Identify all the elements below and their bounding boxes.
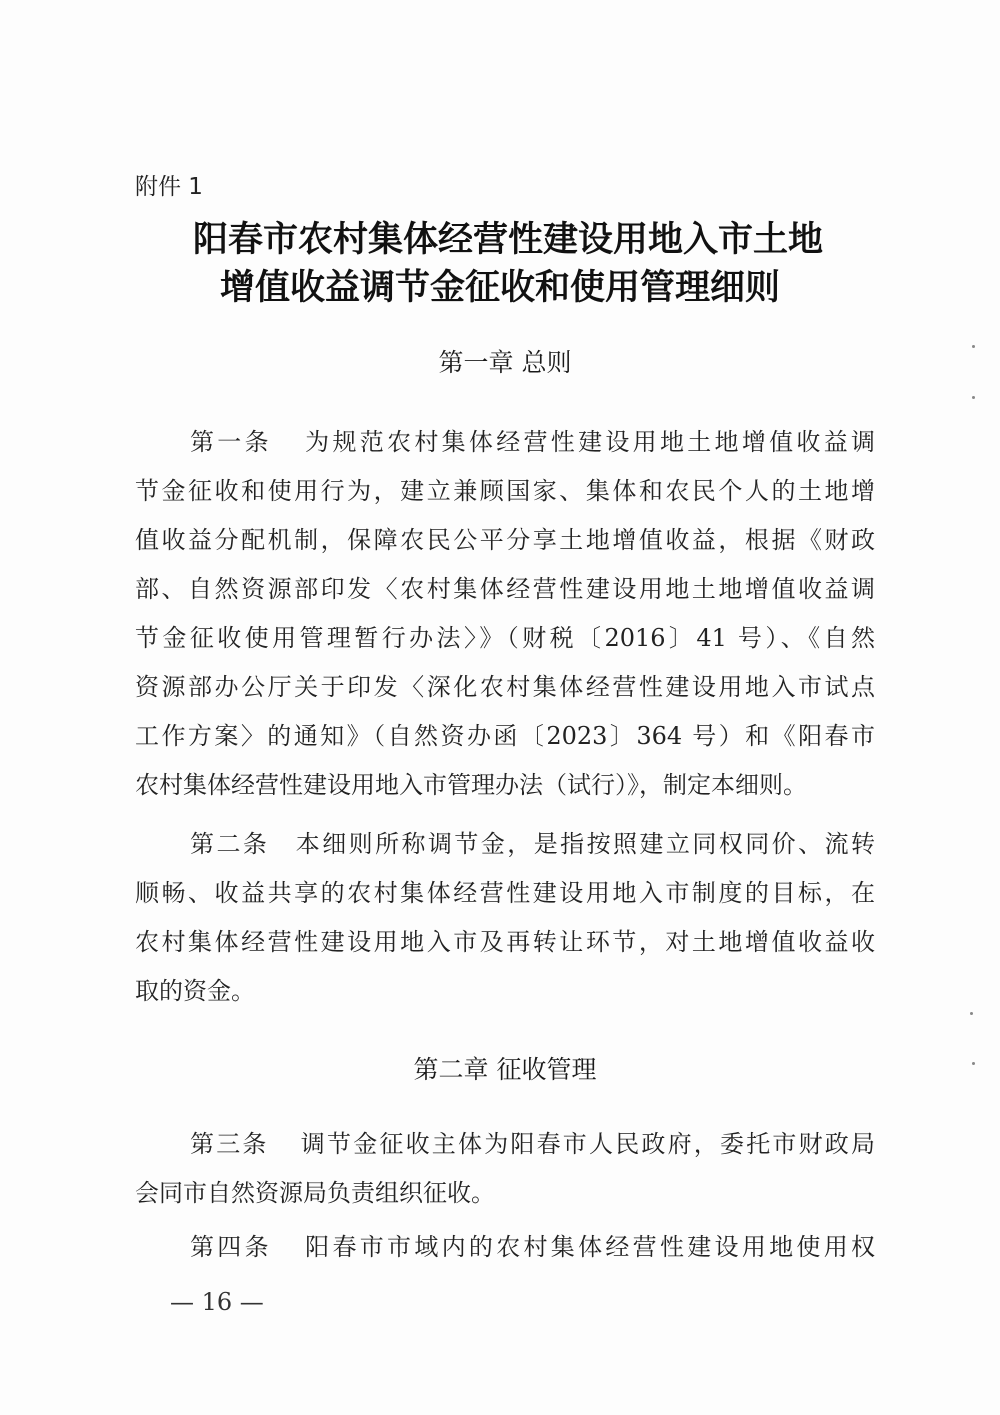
article-3-first-line (190, 1120, 875, 1168)
attachment-label: 附件 1 (135, 174, 203, 200)
document-title-line-2: 增值收益调节金征收和使用管理细则 (219, 267, 780, 308)
paragraph-line: 为规范农村集体经营性建设用地土地增值收益调 (301, 428, 875, 456)
chapter-1-heading: 第一章 总则 (438, 348, 572, 377)
paragraph-line: 工作方案〉的通知》（自然资办函〔2023〕364 号）和《阳春市 (135, 722, 875, 750)
document-title-line-1: 阳春市农村集体经营性建设用地入市土地 (192, 219, 823, 260)
article-2-label: 第二条 (190, 830, 270, 858)
scan-speck (970, 1012, 973, 1015)
paragraph-line: 本细则所称调节金，是指按照建立同权同价、流转 (293, 830, 876, 858)
paragraph-line: 阳春市市域内的农村集体经营性建设用地使用权 (301, 1233, 875, 1261)
paragraph-line: 农村集体经营性建设用地入市管理办法（试行）》，制定本细则。 (135, 771, 807, 799)
page-number: — 16 — (170, 1288, 264, 1316)
chapter-2-heading: 第二章 征收管理 (413, 1055, 597, 1084)
paragraph-line: 值收益分配机制，保障农民公平分享土地增值收益，根据《财政 (135, 526, 875, 554)
paragraph-line: 资源部办公厅关于印发〈深化农村集体经营性建设用地入市试点 (135, 673, 875, 701)
paragraph-line: 会同市自然资源局负责组织征收。 (135, 1179, 495, 1207)
scan-speck (972, 1062, 975, 1065)
article-2-first-line (190, 820, 875, 868)
paragraph-line: 取的资金。 (135, 977, 255, 1005)
article-4-first-line (190, 1223, 875, 1271)
article-1-label: 第一条 (190, 428, 272, 456)
paragraph-line: 农村集体经营性建设用地入市及再转让环节，对土地增值收益收 (135, 928, 875, 956)
paragraph-line: 顺畅、收益共享的农村集体经营性建设用地入市制度的目标，在 (135, 879, 875, 907)
paragraph-line: 节金征收使用管理暂行办法〉》（财税〔2016〕41 号）、《自然 (135, 624, 875, 652)
article-1-first-line (190, 418, 875, 466)
paragraph-line: 节金征收和使用行为，建立兼顾国家、集体和农民个人的土地增 (135, 477, 875, 505)
paragraph-line: 部、自然资源部印发〈农村集体经营性建设用地土地增值收益调 (135, 575, 875, 603)
article-3-label: 第三条 (190, 1130, 269, 1158)
paragraph-line: 调节金征收主体为阳春市人民政府，委托市财政局 (298, 1130, 876, 1158)
scan-speck (972, 345, 975, 348)
scan-speck (972, 396, 975, 399)
article-4-label: 第四条 (190, 1233, 272, 1261)
